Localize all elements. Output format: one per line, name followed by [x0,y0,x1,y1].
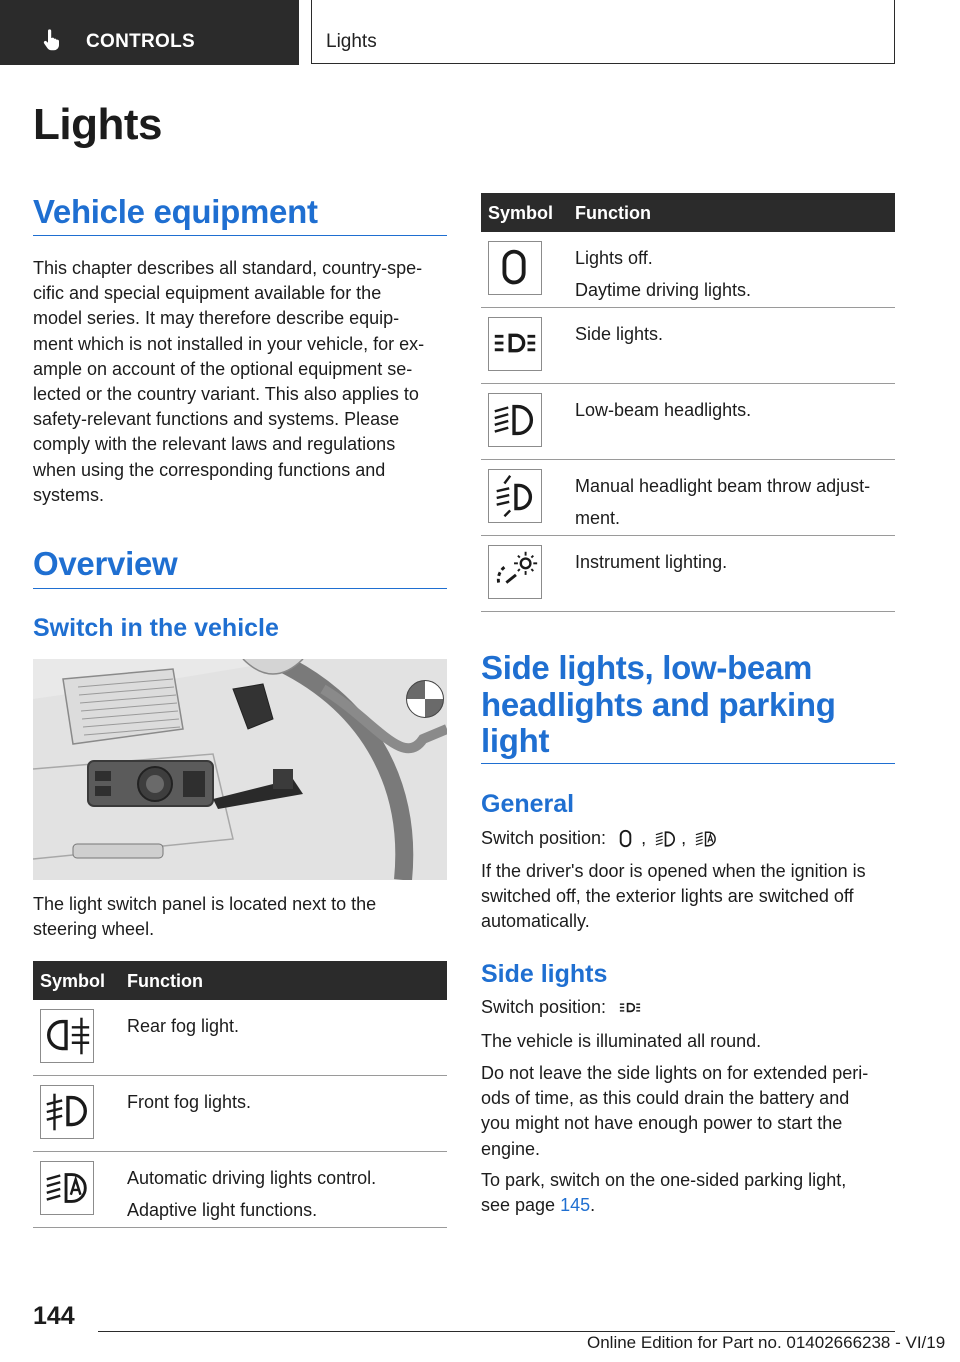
light-switch-photo [33,659,447,880]
text-line: ods of time, as this could drain the battery and [481,1088,850,1109]
text-line: light [481,722,550,759]
col-symbol-header: Symbol [488,203,554,223]
p3-prefix: see page [481,1195,561,1216]
side-lights-section-heading [481,650,836,760]
lights-off-icon [613,826,639,852]
table-row [481,232,895,308]
side-lights-p3 [481,1168,895,1218]
side-lights-icon [613,995,647,1021]
general-text [481,859,895,935]
chapter-header [311,0,895,64]
function-line: Front fog lights. [127,1092,252,1112]
table-row [33,1152,447,1228]
function-text [575,470,870,534]
text-line: Side lights, low-beam [481,649,813,686]
text-line: steering wheel. [33,919,155,940]
low-beam-icon [653,826,679,852]
lights-off-icon [488,241,542,295]
chapter-header-label: Lights [326,31,377,52]
side-lights-p1: The vehicle is illuminated all round. [481,1031,762,1051]
text-line: The light switch panel is located next to the [33,894,377,914]
vehicle-equipment-text [33,256,447,508]
symbol-table-left [33,961,447,1228]
symbol-table-right [481,193,895,612]
text-line: engine. [481,1138,541,1159]
function-text [127,1162,376,1226]
table-row [33,1000,447,1076]
function-text [575,242,751,306]
automatic-driving-lights-icon [693,826,719,852]
table-row [481,536,895,612]
function-text [575,318,663,350]
text-line: systems. [33,484,105,505]
automatic-driving-lights-icon [40,1161,94,1215]
function-line: Adaptive light functions. [127,1200,318,1220]
function-text [575,394,751,426]
text-line: cific and special equipment available for the [33,283,382,304]
section-tab[interactable] [0,0,299,65]
function-text [575,546,727,578]
table-header [33,961,447,1000]
p3-line1: To park, switch on the one-sided parking light, [481,1170,847,1190]
side-lights-p2 [481,1061,895,1162]
page-title: Lights [33,100,162,149]
side-lights-switch-position [481,995,895,1021]
p3-suffix: . [590,1195,596,1216]
text-line: switched off, the exterior lights are switched off [481,886,854,907]
function-text [127,1010,239,1042]
page-number: 144 [33,1302,75,1330]
table-header [481,193,895,232]
switch-photo-caption [33,892,447,942]
side-lights-icon [488,317,542,371]
beam-throw-adjust-icon [488,469,542,523]
side-lights-heading: Side lights [481,960,608,988]
function-text [127,1086,251,1118]
section-rule [33,235,447,236]
general-switch-position [481,826,895,852]
page-145-link[interactable]: 145 [560,1195,591,1216]
switch-position-label: Switch position: [481,997,607,1017]
footer-rule [98,1331,895,1332]
text-line: Do not leave the side lights on for extended peri‐ [481,1063,869,1083]
text-line: lected or the country variant. This also applies to [33,384,419,405]
text-line: when using the corresponding functions and [33,459,386,480]
function-line: ment. [575,508,621,528]
general-heading: General [481,790,575,818]
function-line: Low-beam headlights. [575,400,752,420]
touch-hand-icon [40,28,64,52]
text-line: safety-relevant functions and systems. Please [33,409,400,430]
text-line: automatically. [481,911,590,932]
col-symbol-header: Symbol [40,971,106,991]
text-line: ample on account of the optional equipment se‐ [33,358,413,379]
overview-heading: Overview [33,545,178,582]
function-line: Daytime driving lights. [575,280,752,300]
table-row [33,1076,447,1152]
function-line: Manual headlight beam throw adjust‐ [575,476,871,496]
table-row [481,308,895,384]
switch-in-vehicle-heading: Switch in the vehicle [33,614,279,642]
section-rule [33,588,447,589]
col-function-header: Function [127,971,203,991]
text-line: comply with the relevant laws and regulations [33,434,396,455]
function-line: Lights off. [575,248,653,268]
text-line: model series. It may therefore describe equip‐ [33,308,400,329]
table-row [481,460,895,536]
text-line: you might not have enough power to start the [481,1113,843,1134]
text-line: headlights and parking [481,685,836,723]
separator: , [641,828,647,848]
switch-position-label: Switch position: [481,828,607,848]
function-line: Instrument lighting. [575,552,728,572]
text-line: This chapter describes all standard, country-spe‐ [33,258,423,278]
vehicle-equipment-heading: Vehicle equipment [33,193,318,230]
footer-edition: Online Edition for Part no. 01402666238 - VI/19 [587,1333,946,1352]
rear-fog-light-icon [40,1009,94,1063]
separator: , [681,828,687,848]
text-line: If the driver's door is opened when the ignition is [481,861,866,881]
function-line: Rear fog light. [127,1016,240,1036]
function-line: Automatic driving lights control. [127,1168,377,1188]
table-row [481,384,895,460]
function-line: Side lights. [575,324,664,344]
section-rule [481,763,895,764]
front-fog-lights-icon [40,1085,94,1139]
section-tab-label: CONTROLS [86,31,196,52]
col-function-header: Function [575,203,651,223]
text-line: ment which is not installed in your vehicle, for ex‐ [33,333,425,354]
instrument-lighting-icon [488,545,542,599]
low-beam-icon [488,393,542,447]
